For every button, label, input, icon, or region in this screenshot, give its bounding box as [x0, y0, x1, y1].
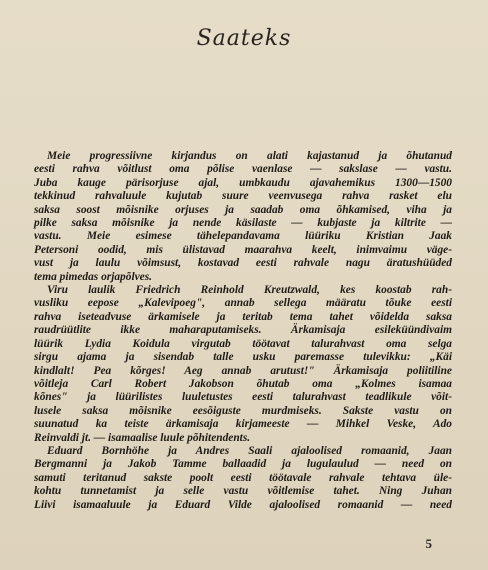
text-line: saksa soost mõisnike orjuses ja saadab oma õhkamised, viha ja: [34, 203, 452, 216]
text-line: kindlalt! Pea kõrges! Aeg annab arutust!" Ärkamisaja poliitiline: [34, 364, 452, 377]
text-line: lüürik Lydia Koidula virgutab töötavat talurahvast oma selga: [34, 337, 452, 350]
text-line: vusliku eepose „Kalevipoeg", annab sellega määratu tõuke eesti: [34, 297, 452, 310]
text-line: kohtu tunnetamist ja selle vastu võitlemise tahet. Ning Juhan: [34, 485, 452, 498]
text-line: Bergmanni ja Jakob Tamme ballaadid ja lugulaulud — need on: [34, 458, 452, 471]
text-line: sirgu ajama ja sisendab talle usku paremasse tulevikku: „Käi: [34, 351, 452, 364]
text-line: Reinvaldi jt. — isamaalise luule põhitendents.: [34, 431, 251, 444]
text-line: eesti rahva võitlust oma põlise vaenlase — sakslase — vastu.: [34, 163, 452, 176]
text-line: kõnes" ja lüürilistes luuletustes eesti talurahvast teadlikule võit-: [34, 391, 452, 404]
text-line: samuti teritanud sakste poolt eesti töötavale rahvale tehtava üle-: [34, 471, 452, 484]
text-line: suunatud ka teiste ärkamisaja kirjameeste — Mihkel Veske, Ado: [34, 418, 452, 431]
page-number: 5: [425, 536, 432, 551]
text-line: Petersoni oodid, mis ülistavad maarahva keelt, inimvaimu väge-: [34, 243, 452, 256]
body-text: [34, 150, 452, 512]
text-line: Meie progressiivne kirjandus on alati kajastanud ja õhutanud: [47, 150, 452, 162]
text-line: lusele saksa mõisnike eesõiguste murdmiseks. Sakste vastu on: [34, 404, 452, 417]
text-line: tekkinud rahvaluule kujutab suure veenvusega rahva rasket elu: [34, 190, 452, 203]
chapter-title: Saateks: [196, 26, 292, 51]
text-line: Liivi isamaaluule ja Eduard Vilde ajaloolised romaanid — need: [34, 498, 452, 511]
text-line: Viru laulik Friedrich Reinhold Kreutzwald, kes koostab rah-: [47, 284, 452, 297]
text-line: raudrüütlite ikke maharaputamiseks. Ärkamisaja esileküündivaim: [34, 324, 452, 337]
text-line: Juba kauge pärisorjuse ajal, umbkaudu ajavahemikus 1300—1500: [34, 176, 452, 189]
text-line: vust ja laulu võimsust, kostavad eesti rahvale nagu äratushüüded: [34, 257, 452, 270]
text-line: pilke saksa mõisnike ja nende käsilaste — kubjaste ja kiltrite —: [34, 217, 452, 230]
text-line: Eduard Bornhöhe ja Andres Saali ajaloolised romaanid, Jaan: [47, 444, 452, 457]
text-line: vastu. Meie esimese tähelepandavama lüüriku Kristian Jaak: [34, 230, 452, 243]
text-line: võitleja Carl Robert Jakobson õhutab oma „Kolmes isamaa: [34, 377, 452, 390]
text-line: tema pimedas orjapõlves.: [34, 270, 153, 283]
text-line: rahva iseteadvuse ärkamisele ja teritab tema tahet võidelda saksa: [34, 310, 452, 323]
